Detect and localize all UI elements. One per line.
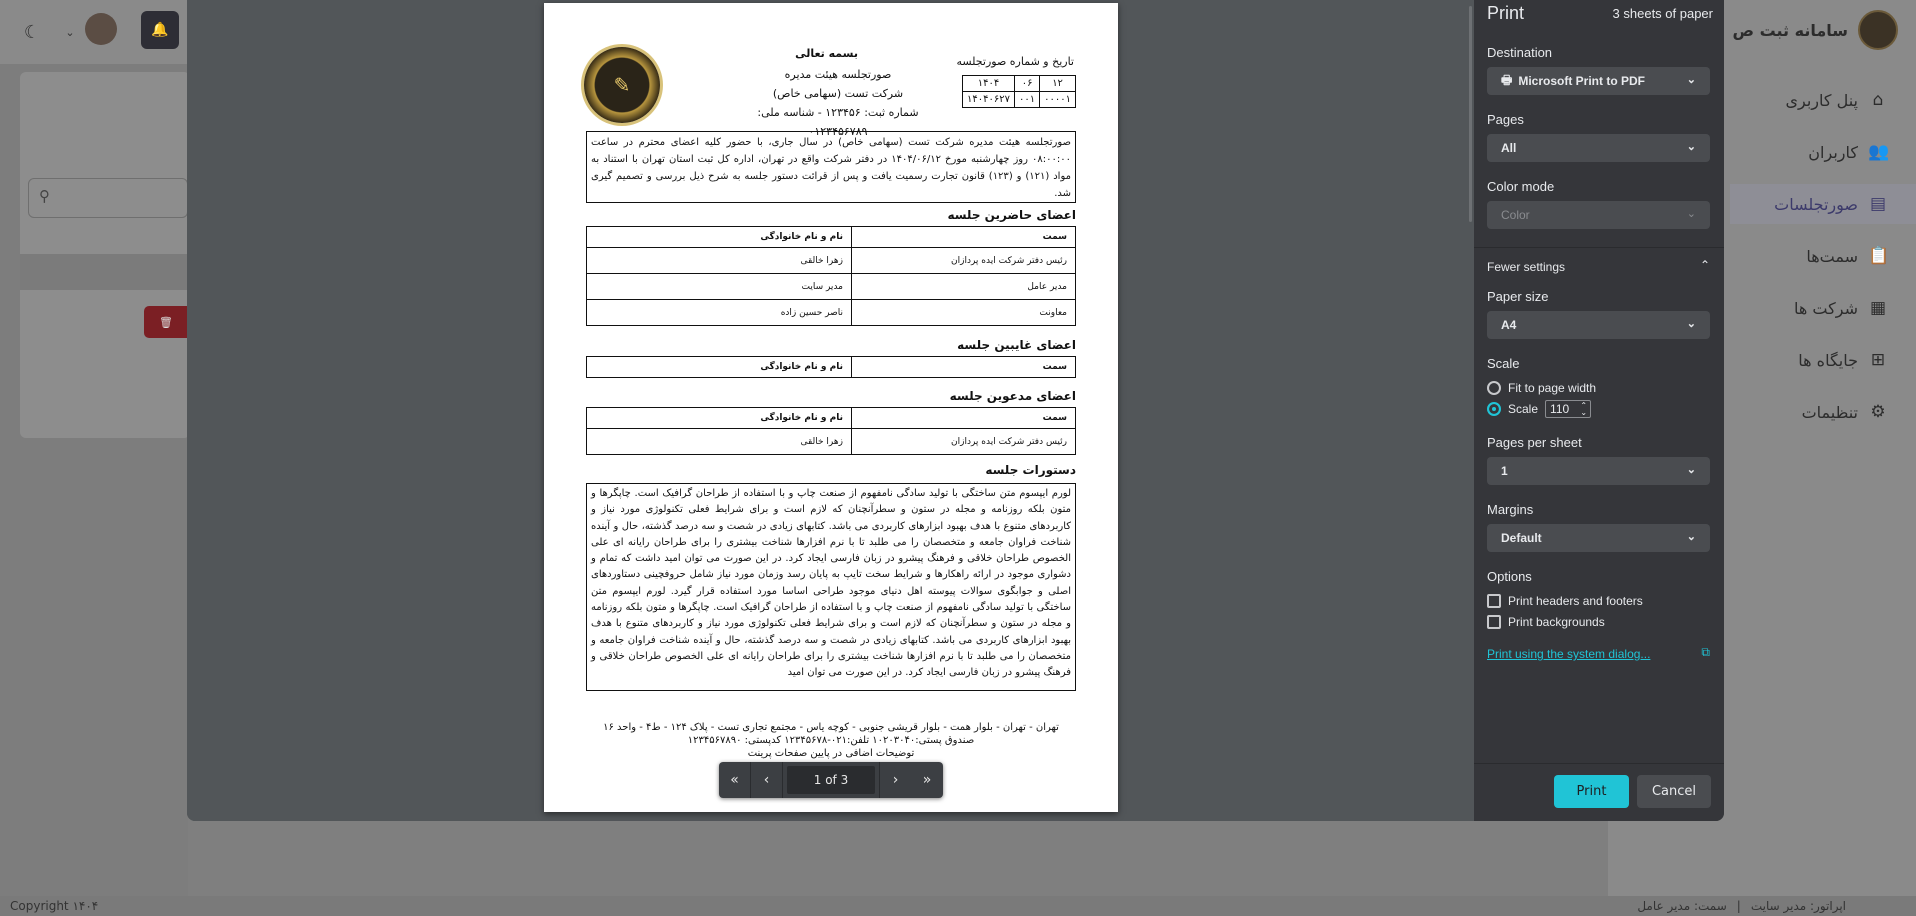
print-dialog (187, 0, 1724, 821)
doc-intro: صورتجلسه هیئت مدیره شرکت تست (سهامی خاص) در سال جاری، با حضور کلیه اعضای محترم در ساعت ۰۸:۰۰:۰۰ روز چهارشنبه مورخ ۱۴۰۴/۰۶/۱۲ در دفتر شرکت واقع در تهران، اداره کل ثبت استان تهران با استناد به مواد (۱۲۱) و (۱۲۳) قانون تجارت رسمیت یافت و پس از قرائت دستور جلسه به شرح ذیل بررسی و تصمیم گیری شد. (586, 131, 1076, 203)
absent-table: سمت نام و نام خانوادگی (586, 356, 1076, 378)
destination-label: Destination (1487, 45, 1553, 60)
cancel-button[interactable]: Cancel (1637, 775, 1711, 808)
doc-footer-address: تهران - تهران - بلوار همت - بلوار قریشی جنوبی - کوچه یاس - مجتمع تجاری تست - پلاک ۱۲۴ - ط۴ - واحد ۱۶ صندوق پستی:۱۰۲۰۳۰۴۰ تلفن:۰۲۱-۱۲۳۴۵۶۷۸ کدپستی: ۱۲۳۴۵۶۷۸۹۰ توضیحات اضافی در پایین صفحات پرینت (603, 722, 1059, 759)
present-table: سمت نام و نام خانوادگی رئیس دفتر شرکت ایده پردازان زهرا خالقی مدیر عامل مدیر سایت معاونت ناصر حسین زاده (586, 226, 1076, 326)
pages-label: Pages (1487, 112, 1524, 127)
print-button[interactable]: Print (1554, 775, 1629, 808)
options-label: Options (1487, 569, 1532, 584)
print-preview[interactable] (187, 0, 1474, 821)
absent-title: اعضای غایبین جلسه (957, 338, 1076, 352)
brand-logo (1858, 10, 1898, 50)
color-mode-label: Color mode (1487, 179, 1555, 194)
margins-select[interactable]: Default ⌄ (1487, 524, 1710, 552)
building-icon: ▦ (1869, 298, 1887, 318)
quill-icon: ✎ (613, 73, 631, 97)
table-row: مدیر عامل مدیر سایت (587, 274, 1076, 300)
headers-footers-checkbox[interactable]: Print headers and footers (1487, 594, 1643, 608)
preview-scrollbar[interactable] (1469, 6, 1472, 222)
minutes-icon: ▤ (1869, 194, 1887, 214)
footer-user-info: سمت: مدیر عامل | اپراتور: مدیر سایت (1637, 899, 1846, 913)
present-title: اعضای حاضرین جلسه (947, 208, 1076, 222)
gear-icon: ⚙ (1870, 402, 1886, 422)
doc-registration: شماره ثبت: ۱۲۳۴۵۶ - شناسه ملی: ۰۱۲۳۴۵۶۷۸۹ (757, 106, 919, 138)
fit-to-width-radio[interactable]: Fit to page width (1487, 381, 1596, 395)
brand-title: سامانه ثبت ص (1732, 20, 1848, 40)
agenda-title: دستورات جلسه (985, 463, 1076, 477)
scale-label: Scale (1487, 356, 1520, 371)
copyright-text: Copyright ۱۴۰۴ (10, 899, 99, 913)
external-link-icon: ⧉ (1701, 645, 1710, 659)
scale-input[interactable]: 110 ⌃ ⌄ (1545, 400, 1591, 418)
delete-button[interactable] (144, 306, 188, 338)
sidebar-item-dashboard[interactable]: ⌂ پنل کاربری (1785, 82, 1888, 118)
chevron-down-icon: ⌄ (1686, 464, 1696, 476)
prev-page-button[interactable]: ‹ (751, 762, 783, 798)
paper-size-label: Paper size (1487, 289, 1549, 304)
sidebar-item-roles[interactable]: 📋 سمت‌ها (1806, 246, 1890, 266)
doc-company: شرکت تست (سهامی خاص) (772, 87, 904, 100)
footer-operator: اپراتور: مدیر سایت (1750, 899, 1846, 913)
chevron-down-icon: ⌄ (1686, 318, 1696, 330)
bell-icon: 🔔 (151, 22, 169, 38)
doc-meta-table: ۱۲ ۰۶ ۱۴۰۴ ۰۰۰۰۱ ۰۰۱ ۱۴۰۴۰۶۲۷ (962, 75, 1076, 108)
home-icon: ⌂ (1872, 90, 1884, 110)
next-page-button[interactable]: › (879, 762, 911, 798)
margins-label: Margins (1487, 502, 1534, 517)
invited-title: اعضای مدعوین جلسه (949, 389, 1076, 403)
chevron-down-icon: ⌄ (1686, 208, 1696, 220)
trash-icon: 🗑 (159, 315, 173, 329)
table-row: رئیس دفتر شرکت ایده پردازان زهرا خالقی (587, 429, 1076, 455)
paper-size-select[interactable]: A4 ⌄ (1487, 311, 1710, 339)
company-emblem (584, 47, 660, 123)
sidebar-item-companies[interactable]: ▦ شرکت ها (1794, 298, 1887, 318)
custom-scale-radio[interactable]: Scale 110 ⌃ ⌄ (1487, 400, 1591, 418)
sidebar-item-settings[interactable]: ⚙ تنظیمات (1802, 394, 1888, 430)
notification-button[interactable] (141, 11, 179, 49)
footer-role: سمت: مدیر عامل (1637, 899, 1727, 913)
search-input[interactable] (28, 178, 188, 218)
avatar[interactable] (85, 13, 117, 45)
agenda-text: لورم ایپسوم متن ساختگی با تولید سادگی نامفهوم از صنعت چاپ و با استفاده از طراحان گرافیک است. چاپگرها و متون بلکه روزنامه و مجله در ستون و سطرآنچنان که لازم است و برای شرایط فعلی تکنولوژی مورد نیاز و کاربردهای متنوع با هدف بهبود ابزارهای کاربردی می باشد. کتابهای زیادی در شصت و سه درصد گذشته، حال و آینده شناخت فراوان جامعه و متخصصان را می طلبد تا با نرم افزارها شناخت بیشتری را برای طراحان رایانه ای علی الخصوص طراحان خلاقی و فرهنگ پیشرو در زبان فارسی ایجاد کرد. در این صورت می توان امید داشت که تمام و دشواری موجود در ارائه راهکارها و شرایط سخت تایپ به پایان رسد وزمان مورد نیاز شامل حروفچینی دستاوردهای اصلی و جوابگوی سوالات پیوسته اهل دنیای موجود طراحی اساسا مورد استفاده قرار گیرد. لورم ایپسوم متن ساختگی با تولید سادگی نامفهوم از صنعت چاپ و با استفاده از طراحان گرافیک است. چاپگرها و متون بلکه روزنامه و مجله در ستون و سطرآنچنان که لازم است و برای شرایط فعلی تکنولوژی مورد نیاز و کاربردهای متنوع با هدف بهبود ابزارهای کاربردی می باشد. کتابهای زیادی در شصت و سه درصد گذشته، حال و آینده شناخت فراوان جامعه و متخصصان را می طلبد تا با نرم افزارها شناخت بیشتری را برای طراحان رایانه ای علی الخصوص طراحان خلاقی و فرهنگ پیشرو در زبان فارسی ایجاد کرد. در این صورت می توان امید (586, 483, 1076, 691)
chevron-down-icon: ⌄ (1686, 74, 1696, 86)
search-icon: ⚲ (39, 187, 50, 205)
chevron-down-icon: ⌄ (1686, 141, 1696, 153)
footer (0, 896, 1916, 916)
users-icon: 👥 (1868, 142, 1890, 162)
pages-per-sheet-select[interactable]: 1 ⌄ (1487, 457, 1710, 485)
sidebar-item-users[interactable]: 👥 کاربران (1808, 142, 1890, 162)
table-row: معاونت ناصر حسین زاده (587, 300, 1076, 326)
last-page-button[interactable]: » (922, 772, 932, 788)
brand (1732, 10, 1898, 50)
page-navigator (719, 762, 943, 798)
page-indicator: 1 of 3 (787, 766, 875, 794)
chevron-down-icon: ⌄ (1686, 531, 1696, 543)
table-row: رئیس دفتر شرکت ایده پردازان زهرا خالقی (587, 248, 1076, 274)
preview-page (544, 3, 1118, 812)
doc-header-lines (738, 65, 938, 141)
clipboard-icon: 📋 (1868, 246, 1890, 266)
doc-bismillah: بسمه تعالی (795, 47, 858, 60)
moon-icon[interactable]: ☾ (23, 21, 41, 43)
doc-title: صورتجلسه هیئت مدیره (784, 68, 892, 81)
chevron-up-icon[interactable]: ⌃ (1699, 258, 1710, 272)
sheet-count: 3 sheets of paper (1612, 6, 1713, 21)
destination-select[interactable]: 🖶 Microsoft Print to PDF ⌄ (1487, 67, 1710, 95)
print-title: Print (1487, 3, 1525, 23)
sidebar-item-minutes[interactable]: ▤ صورتجلسات (1774, 194, 1887, 214)
spinner-icon[interactable]: ⌃ ⌄ (1580, 401, 1588, 417)
sidebar-item-positions[interactable]: ⊞ جایگاه ها (1798, 342, 1888, 378)
grid-icon: ⊞ (1870, 350, 1886, 370)
backgrounds-checkbox[interactable]: Print backgrounds (1487, 615, 1605, 629)
print-settings-panel (1474, 0, 1724, 821)
color-mode-select: Color ⌄ (1487, 201, 1710, 229)
pages-per-sheet-label: Pages per sheet (1487, 435, 1582, 450)
pages-select[interactable]: All ⌄ (1487, 134, 1710, 162)
doc-date-title: تاریخ و شماره صورتجلسه (956, 55, 1074, 68)
chevron-down-icon[interactable]: ⌄ (65, 25, 75, 39)
first-page-button[interactable]: « (719, 762, 751, 798)
table-header (20, 254, 190, 290)
invited-table: سمت نام و نام خانوادگی رئیس دفتر شرکت ایده پردازان زهرا خالقی (586, 407, 1076, 455)
system-dialog-link[interactable]: Print using the system dialog... (1487, 647, 1651, 661)
fewer-settings-toggle[interactable]: Fewer settings (1487, 260, 1566, 274)
printer-icon: 🖶 (1501, 72, 1513, 87)
